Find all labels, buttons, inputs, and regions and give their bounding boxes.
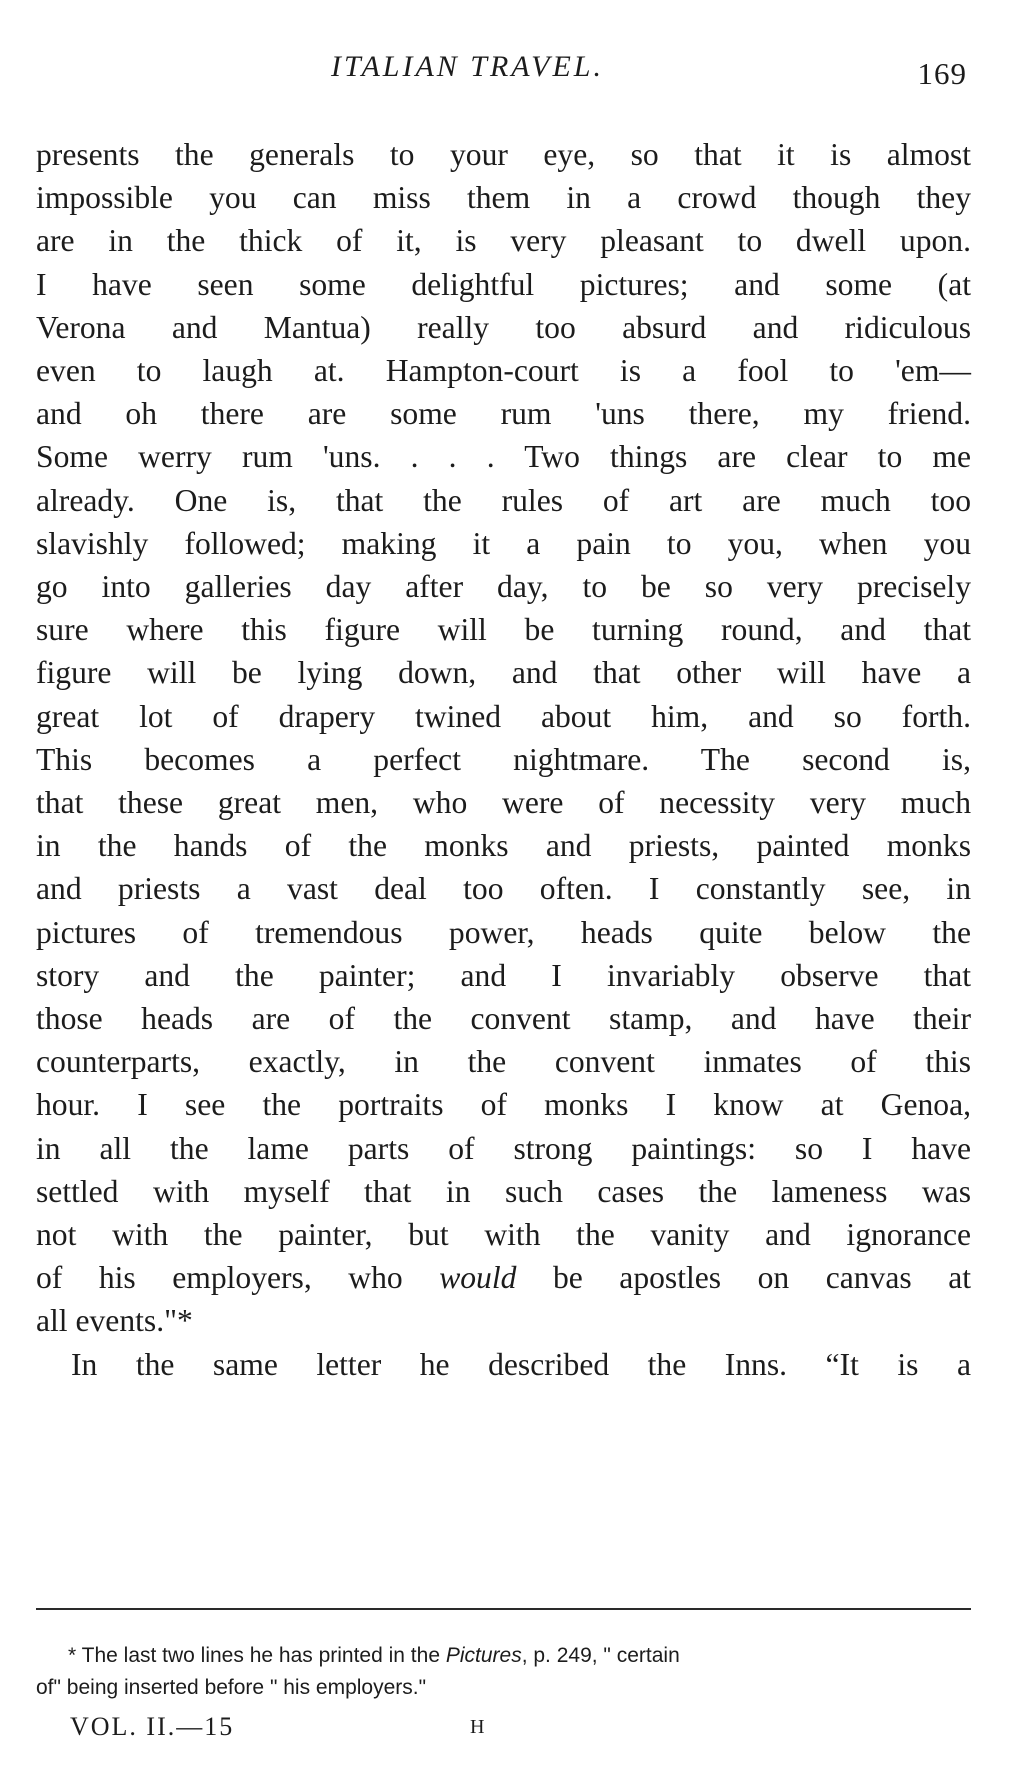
footnote: [36, 1640, 971, 1704]
text-line: and oh there are some rum 'uns there, my friend.: [36, 396, 971, 432]
paragraph-start-line: In the same letter he described the Inns. “It is a: [71, 1346, 971, 1382]
text-line: even to laugh at. Hampton-court is a fool to 'em—: [36, 353, 971, 389]
text-segment: be apostles on canvas at: [516, 1260, 971, 1296]
footnote-segment: , p. 249, " certain: [521, 1644, 680, 1667]
text-line: sure where this figure will be turning round, and that: [36, 612, 971, 648]
running-title: ITALIAN TRAVEL.: [331, 50, 604, 83]
text-line: in the hands of the monks and priests, painted monks: [36, 828, 971, 864]
text-line: pictures of tremendous power, heads quite below the: [36, 914, 971, 950]
text-segment: of his employers, who: [36, 1260, 440, 1296]
text-line: not with the painter, but with the vanity and ignorance: [36, 1217, 971, 1253]
footnote-line: [36, 1640, 971, 1672]
footnote-rule: [36, 1608, 971, 1610]
text-line: settled with myself that in such cases the lameness was: [36, 1173, 971, 1209]
text-line: go into galleries day after day, to be so very precisely: [36, 569, 971, 605]
footnote-segment: * The last two lines he has printed in the: [68, 1644, 446, 1667]
page-number: 169: [917, 56, 967, 91]
footnote-emphasis: Pictures: [445, 1644, 522, 1667]
text-line: and priests a vast deal too often. I constantly see, in: [36, 871, 971, 907]
text-line: This becomes a perfect nightmare. The second is,: [36, 741, 971, 777]
text-line: slavishly followed; making it a pain to you, when you: [36, 525, 971, 561]
text-line: Some werry rum 'uns. . . . Two things are clear to me: [36, 439, 971, 475]
text-line-with-emphasis: [36, 1256, 971, 1299]
text-line: figure will be lying down, and that other will have a: [36, 655, 971, 691]
text-line: presents the generals to your eye, so that it is almost: [36, 137, 971, 172]
text-line: great lot of drapery twined about him, and so forth.: [36, 698, 971, 734]
text-line: in all the lame parts of strong paintings: so I have: [36, 1130, 971, 1166]
body-text: [36, 133, 971, 1386]
signature-line: [70, 1712, 670, 1742]
signature-mark: H: [470, 1716, 487, 1738]
text-line: already. One is, that the rules of art are much too: [36, 482, 971, 518]
footnote-line: of" being inserted before " his employers.": [36, 1676, 427, 1699]
paragraph-end-line: all events."*: [36, 1303, 193, 1339]
text-line: that these great men, who were of necessity very much: [36, 785, 971, 821]
text-line: I have seen some delightful pictures; and some (at: [36, 266, 971, 302]
text-line: counterparts, exactly, in the convent inmates of this: [36, 1044, 971, 1080]
text-line: those heads are of the convent stamp, and have their: [36, 1001, 971, 1037]
emphasis-word: would: [439, 1260, 517, 1296]
text-line: impossible you can miss them in a crowd though they: [36, 180, 971, 216]
text-line: are in the thick of it, is very pleasant to dwell upon.: [36, 223, 971, 259]
text-line: story and the painter; and I invariably observe that: [36, 957, 971, 993]
volume-signature: VOL. II.—15: [70, 1712, 235, 1741]
text-line: Verona and Mantua) really too absurd and ridiculous: [36, 309, 971, 345]
text-line: hour. I see the portraits of monks I know at Genoa,: [36, 1087, 971, 1123]
